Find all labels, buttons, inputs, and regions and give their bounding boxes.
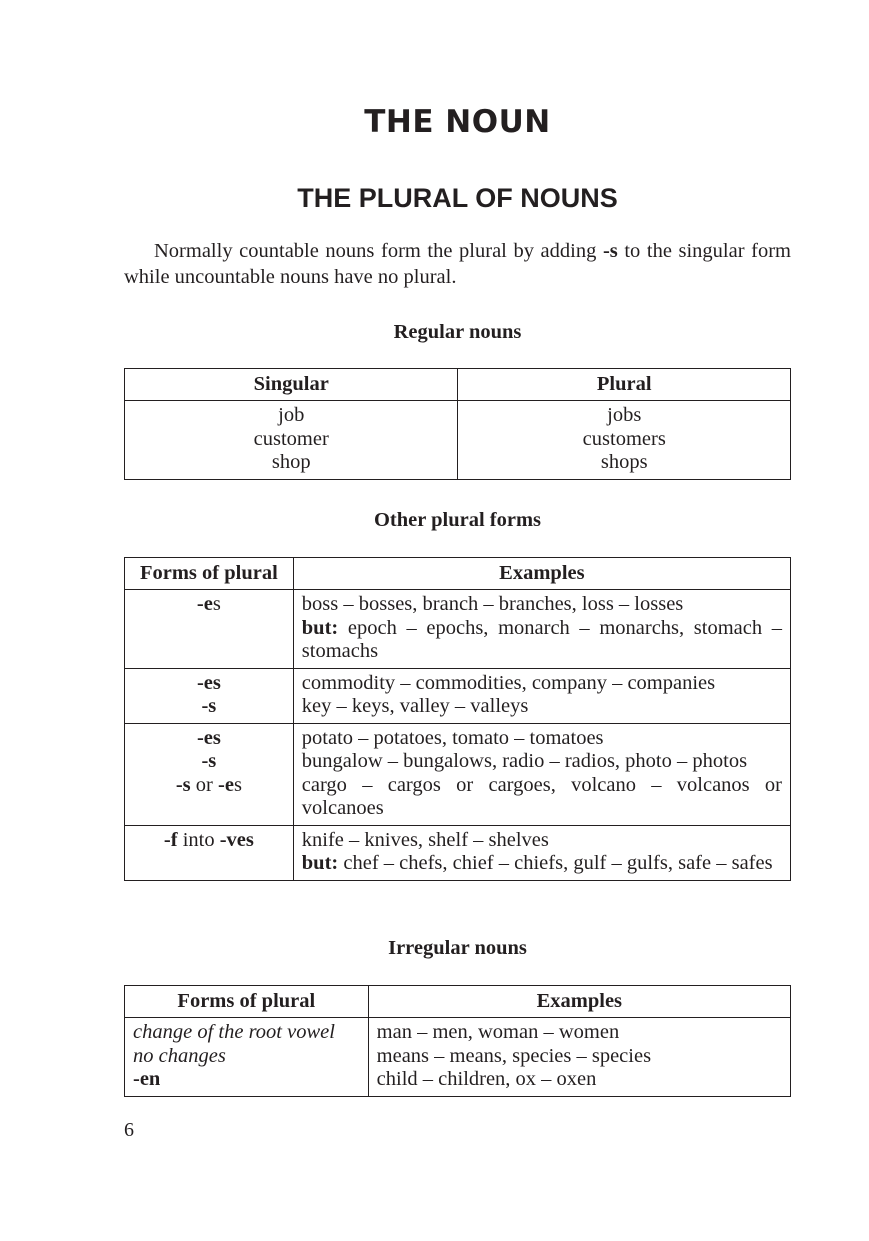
example-line: but: epoch – epochs, monarch – monarchs, stomach – stomachs [301, 616, 782, 662]
chapter-title: THE NOUN [364, 104, 551, 140]
header-forms: Forms of plural [125, 558, 294, 590]
form-item: -s or -es [175, 773, 242, 796]
form-item: -es [196, 726, 221, 749]
forms-cell [125, 723, 294, 825]
page-number: 6 [124, 1119, 134, 1141]
header-forms: Forms of plural [125, 986, 369, 1018]
examples-cell [293, 668, 790, 723]
singular-cell [125, 401, 458, 480]
header-singular: Singular [125, 369, 458, 401]
intro-paragraph [124, 238, 791, 290]
header-examples: Examples [293, 558, 790, 590]
singular-word: customer [253, 427, 329, 450]
example-line: but: chef – chefs, chief – chiefs, gulf – gulfs, safe – safes [301, 852, 773, 874]
form-item: -es [196, 593, 221, 615]
plural-word: customers [582, 427, 666, 450]
form-item: -s [201, 750, 217, 772]
table-row [125, 825, 791, 880]
table-row [125, 668, 791, 723]
form-item: -f into -ves [163, 828, 254, 851]
forms-cell [125, 825, 294, 880]
forms-cell [125, 668, 294, 723]
header-examples: Examples [368, 986, 790, 1018]
example-line: cargo – cargos or cargoes, volcano – volcanos or volcanoes [301, 773, 782, 819]
table-row [125, 401, 791, 480]
plural-word: shops [600, 451, 648, 473]
singular-word: job [278, 404, 305, 426]
table-row [125, 1018, 791, 1097]
forms-cell [125, 590, 294, 669]
irregular-caption: Irregular nouns [388, 937, 527, 959]
example-line: means – means, species – species [376, 1044, 652, 1067]
example-line: potato – potatoes, tomato – tomatoes [301, 726, 604, 749]
form-item: no changes [133, 1044, 226, 1067]
table-row [125, 590, 791, 669]
intro-text-1: Normally countable nouns form the plural by adding [154, 240, 603, 262]
table-header-row [125, 986, 791, 1018]
example-line: man – men, woman – women [376, 1021, 620, 1043]
other-caption: Other plural forms [373, 509, 542, 531]
plural-cell [458, 401, 791, 480]
example-line: key – keys, valley – valleys [301, 695, 529, 717]
section-title: THE PLURAL OF NOUNS [297, 183, 618, 213]
irregular-table [124, 985, 791, 1097]
singular-word: shop [271, 451, 311, 473]
intro-text-2: to the singular form while uncountable nouns have no plural. [124, 240, 791, 288]
example-line: knife – knives, shelf – shelves [301, 828, 549, 851]
plural-word: jobs [607, 404, 642, 426]
example-line: child – children, ox – oxen [376, 1068, 597, 1090]
forms-cell [125, 1018, 369, 1097]
examples-cell [368, 1018, 790, 1097]
examples-cell [293, 723, 790, 825]
example-line: commodity – commodities, company – companies [301, 671, 716, 694]
header-plural: Plural [458, 369, 791, 401]
form-item: -s [201, 695, 217, 717]
regular-caption: Regular nouns [393, 321, 522, 343]
example-line: boss – bosses, branch – branches, loss – losses [301, 593, 684, 615]
intro-suffix: -s [602, 240, 618, 262]
regular-table [124, 368, 791, 480]
examples-cell [293, 825, 790, 880]
table-row [125, 723, 791, 825]
table-header-row [125, 558, 791, 590]
form-item: -es [196, 671, 221, 694]
form-item: change of the root vowel [133, 1021, 335, 1043]
example-line: bungalow – bungalows, radio – radios, photo – photos [301, 750, 748, 772]
other-table [124, 557, 791, 881]
form-item: -en [133, 1068, 161, 1090]
table-header-row [125, 369, 791, 401]
examples-cell [293, 590, 790, 669]
